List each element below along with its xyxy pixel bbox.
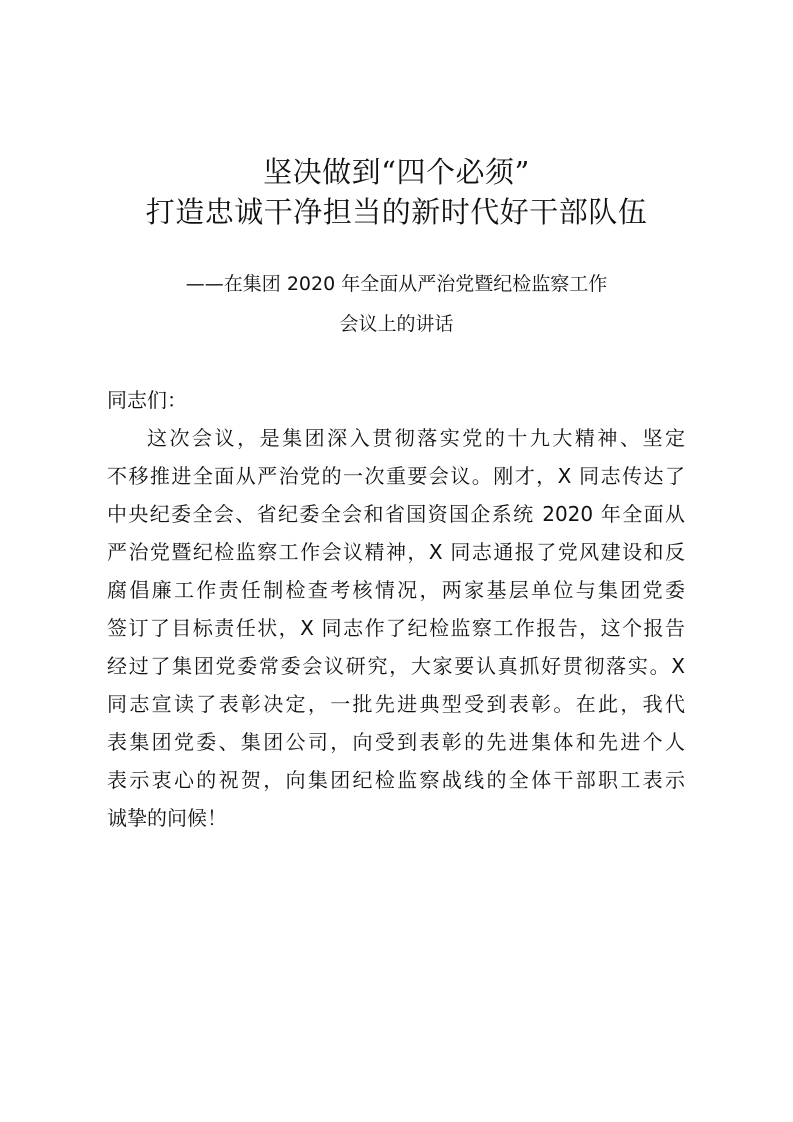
body-line: 不移推进全面从严治党的一次重要会议。刚才，X 同志传达了 (107, 464, 685, 488)
body-line: 这次会议，是集团深入贯彻落实党的十九大精神、坚定 (147, 426, 685, 450)
body-line: 签订了目标责任状，X 同志作了纪检监察工作报告，这个报告 (107, 616, 685, 640)
body-line: 诚挚的问候！ (107, 806, 227, 830)
subtitle-line-2: 会议上的讲话 (339, 313, 454, 335)
body-line: 严治党暨纪检监察工作会议精神，X 同志通报了党风建设和反 (107, 540, 685, 564)
body-line: 经过了集团党委常委会议研究，大家要认真抓好贯彻落实。X (107, 654, 685, 678)
title-line-2: 打造忠诚干净担当的新时代好干部队伍 (145, 195, 648, 229)
body-line: 表示衷心的祝贺，向集团纪检监察战线的全体干部职工表示 (107, 768, 685, 792)
body-line: 中央纪委全会、省纪委全会和省国资国企系统 2020 年全面从 (107, 502, 685, 526)
body-line: 同志宣读了表彰决定，一批先进典型受到表彰。在此，我代 (107, 692, 685, 716)
title-line-1: 坚决做到“四个必须” (263, 155, 530, 189)
salutation: 同志们： (107, 388, 187, 412)
body-line: 腐倡廉工作责任制检查考核情况，两家基层单位与集团党委 (107, 578, 685, 602)
subtitle-line-1: ——在集团 2020 年全面从严治党暨纪检监察工作 (185, 273, 608, 295)
body-line: 表集团党委、集团公司，向受到表彰的先进集体和先进个人 (107, 730, 685, 754)
